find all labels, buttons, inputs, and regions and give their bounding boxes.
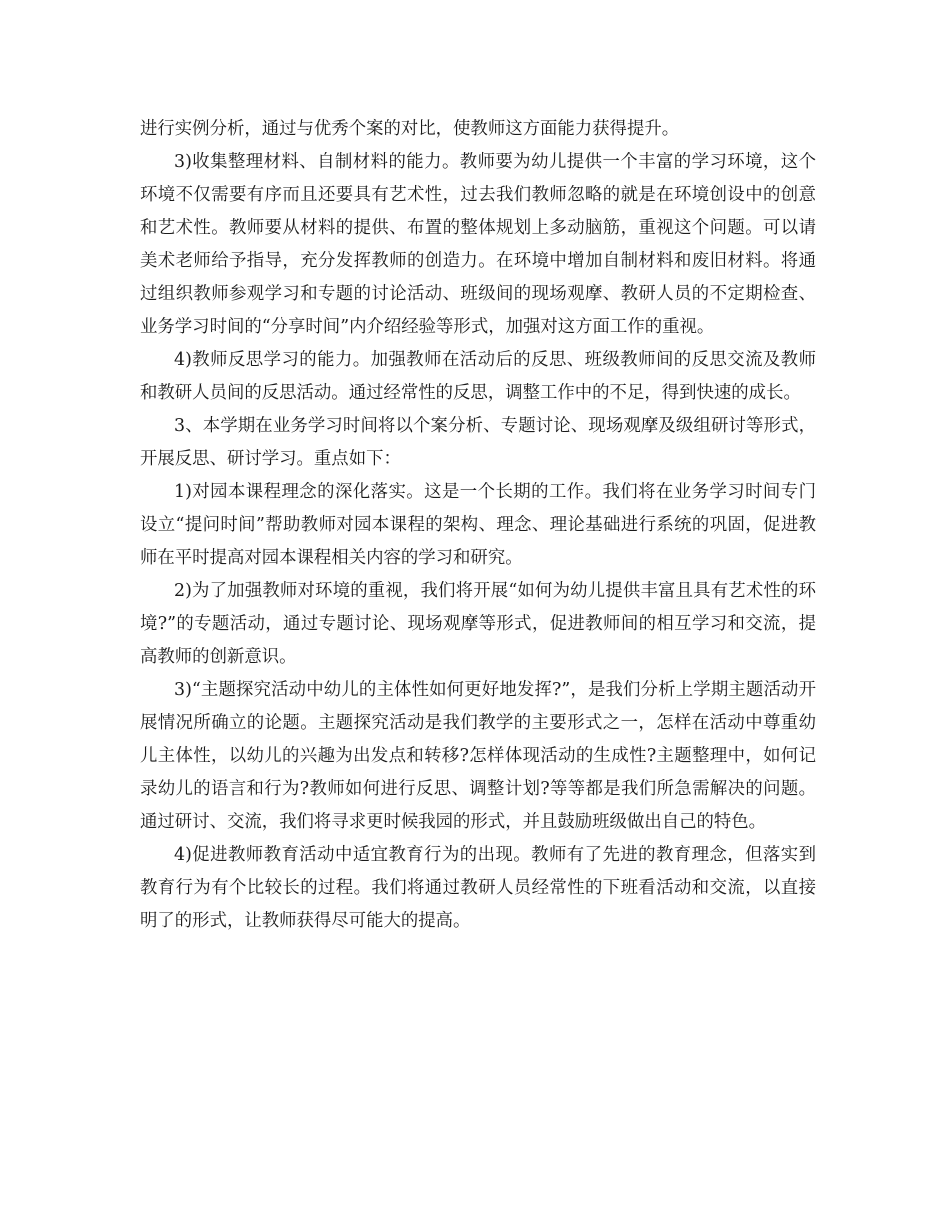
paragraph-theme-inquiry: 3)“主题探究活动中幼儿的主体性如何更好地发挥?”，是我们分析上学期主题活动开展情况所确立的论题。主题探究活动是我们教学的主要形式之一，怎样在活动中尊重幼儿主体性，以幼儿的兴趣为出发点和转移?怎样体现活动的生成性?主题整理中，如何记录幼儿的语言和行为?教师如何进行反思、调整计划?等等都是我们所急需解决的问题。通过研讨、交流，我们将寻求更时候我园的形式，并且鼓励班级做出自己的特色。	[140, 680, 816, 832]
paragraph-teaching-behavior: 4)促进教师教育活动中适宜教育行为的出现。教师有了先进的教育理念，但落实到教育行为有个比较长的过程。我们将通过教研人员经常性的下班看活动和交流，以直接明了的形式，让教师获得尽可能大的提高。	[140, 845, 816, 931]
paragraph-material-ability: 3)收集整理材料、自制材料的能力。教师要为幼儿提供一个丰富的学习环境，这个环境不仅需要有序而且还要具有艺术性，过去我们教师忽略的就是在环境创设中的创意和艺术性。教师要从材料的提供、布置的整体规划上多动脑筋，重视这个问题。可以请美术老师给予指导，充分发挥教师的创造力。在环境中增加自制材料和废旧材料。将通过组织教师参观学习和专题的讨论活动、班级间的现场观摩、教研人员的不定期检查、业务学习时间的“分享时间”内介绍经验等形式，加强对这方面工作的重视。	[140, 152, 816, 337]
paragraph-continuation: 进行实例分析，通过与优秀个案的对比，使教师这方面能力获得提升。	[140, 119, 680, 139]
paragraph-curriculum-concept: 1)对园本课程理念的深化落实。这是一个长期的工作。我们将在业务学习时间专门设立“提问时间”帮助教师对园本课程的架构、理念、理论基础进行系统的巩固，促进教师在平时提高对园本课程相关内容的学习和研究。	[140, 482, 816, 568]
paragraph-environment-topic: 2)为了加强教师对环境的重视，我们将开展“如何为幼儿提供丰富且具有艺术性的环境?”的专题活动，通过专题讨论、现场观摩等形式，促进教师间的相互学习和交流，提高教师的创新意识。	[140, 581, 816, 667]
paragraph-semester-study: 3、本学期在业务学习时间将以个案分析、专题讨论、现场观摩及级组研讨等形式，开展反思、研讨学习。重点如下：	[140, 416, 816, 469]
document-body	[140, 113, 816, 938]
paragraph-reflection-ability: 4)教师反思学习的能力。加强教师在活动后的反思、班级教师间的反思交流及教师和教研人员间的反思活动。通过经常性的反思，调整工作中的不足，得到快速的成长。	[140, 350, 816, 403]
